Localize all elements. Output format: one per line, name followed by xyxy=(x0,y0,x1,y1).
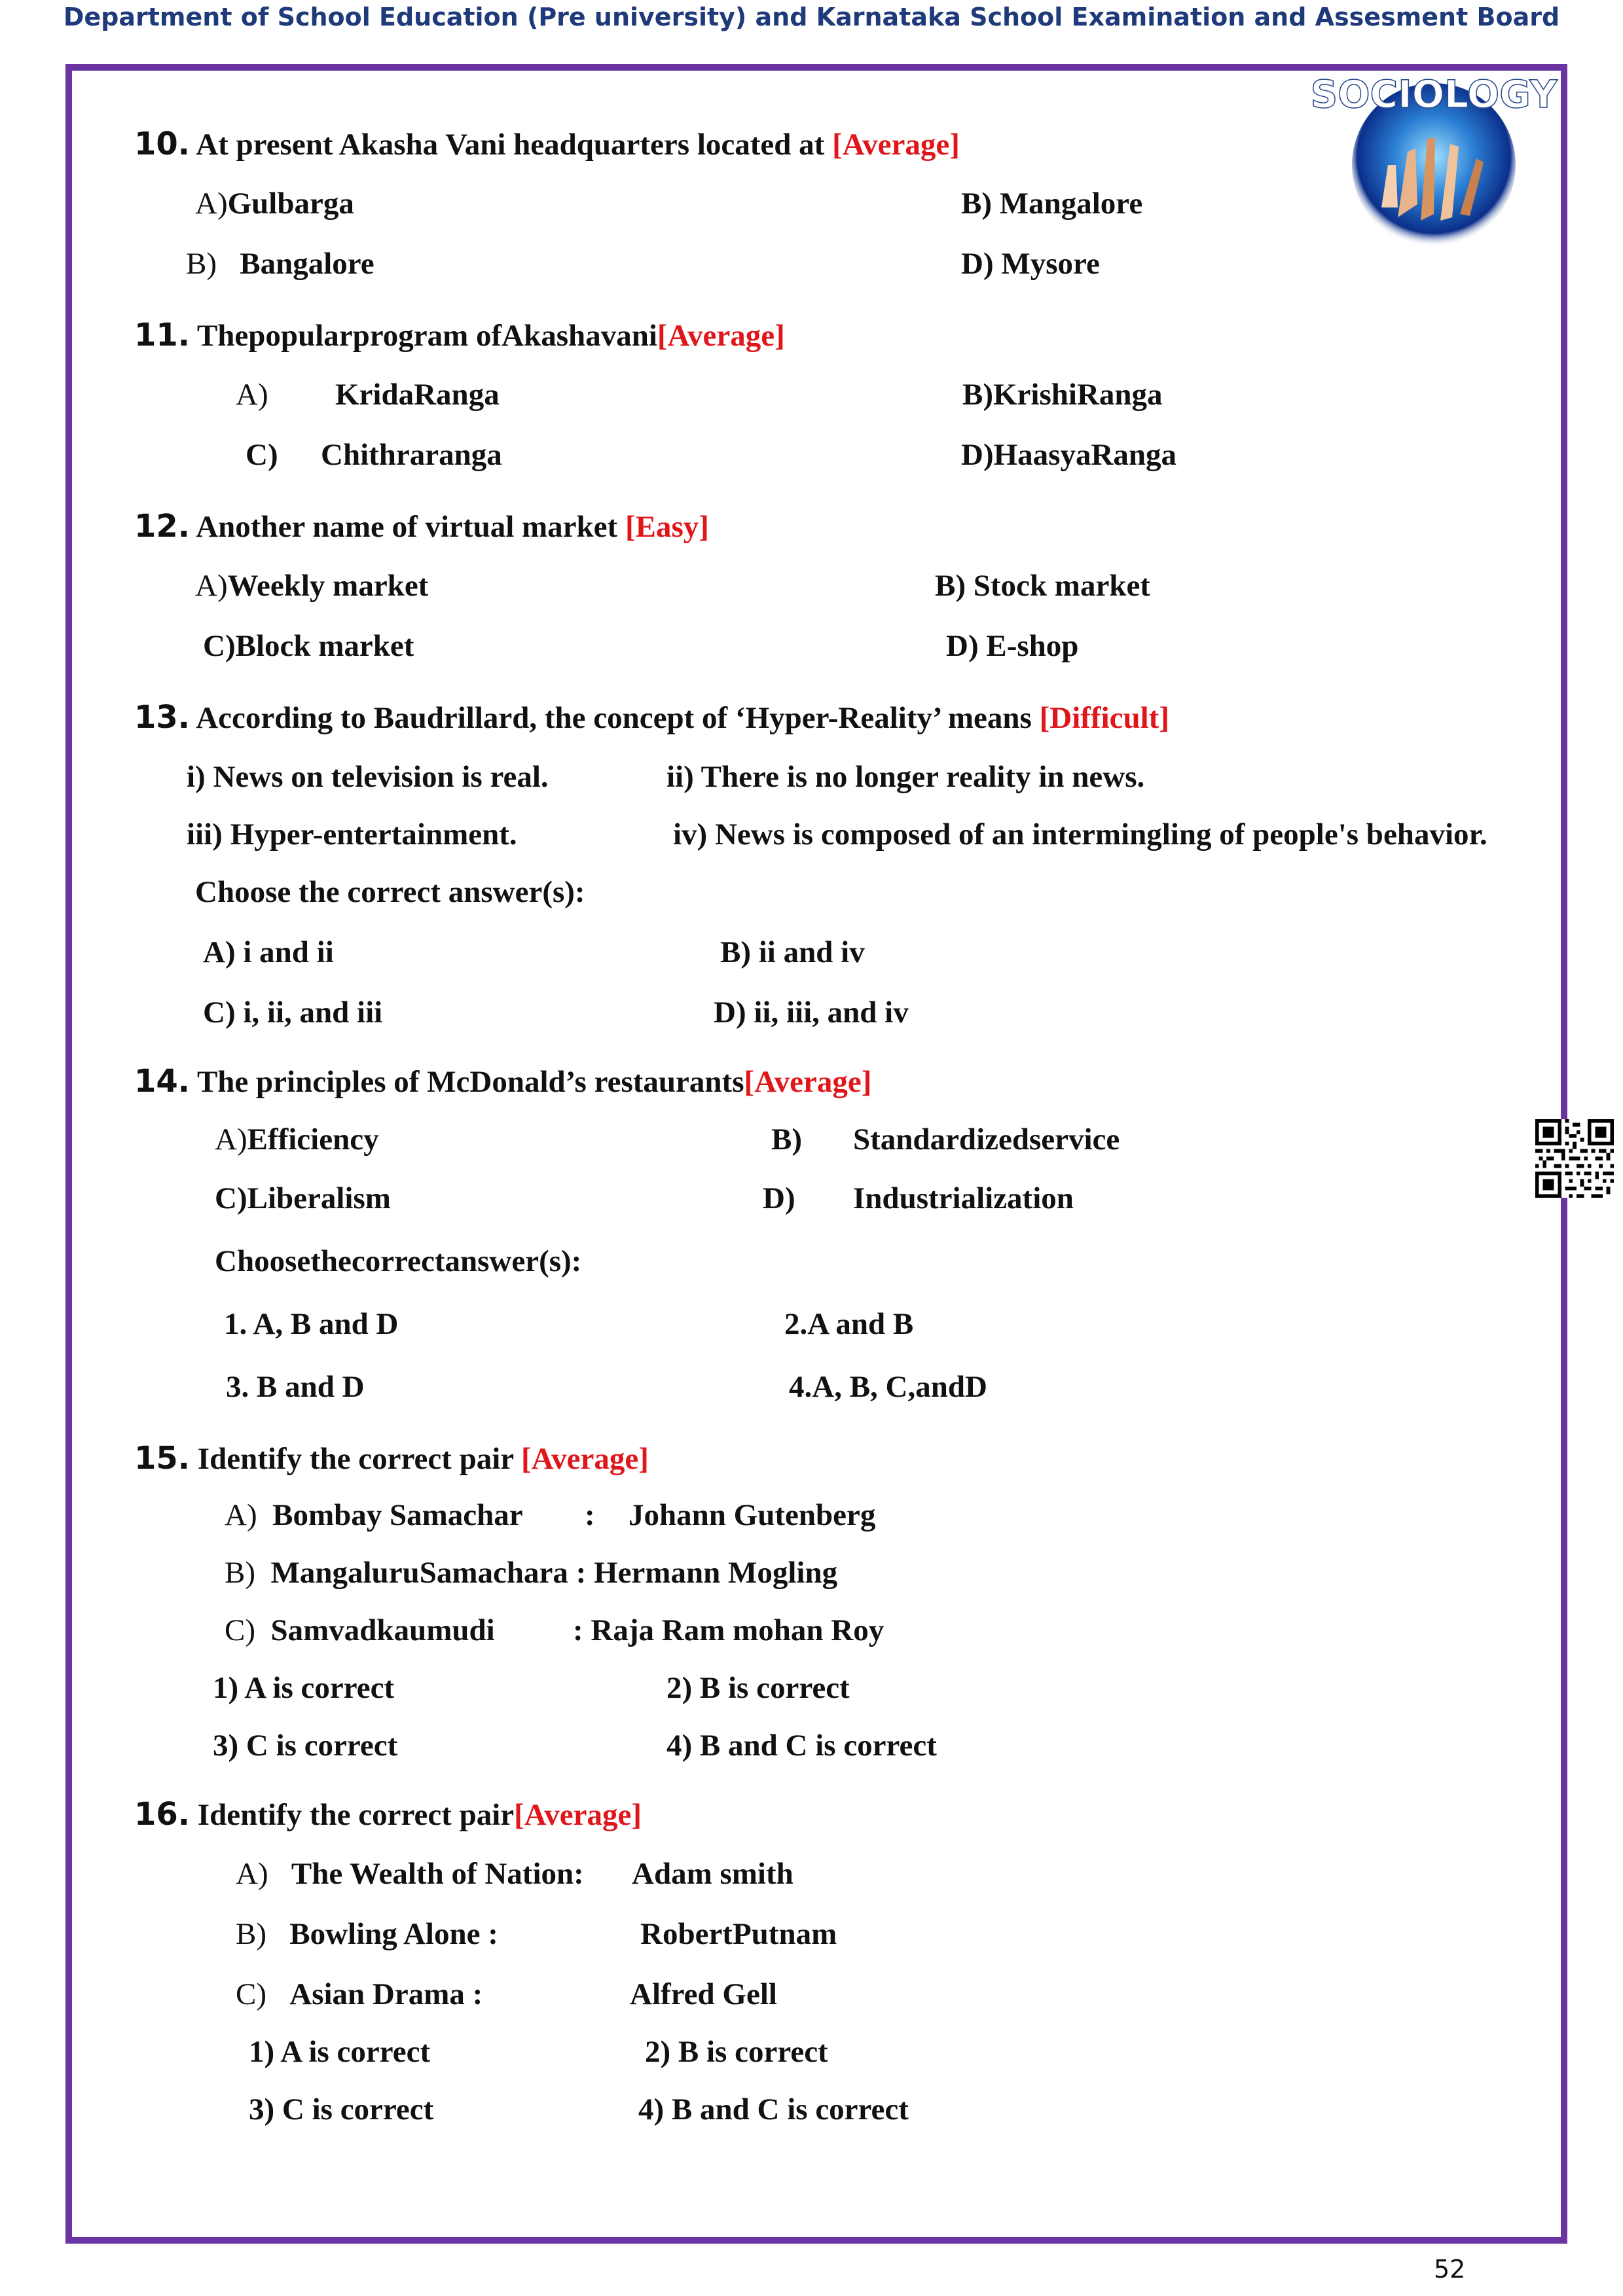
pair-a: A) Bombay Samachar xyxy=(225,1498,523,1532)
answer-option: 4.A, B, C,andD xyxy=(789,1370,987,1404)
option-a: A)Gulbarga xyxy=(195,187,354,221)
option-d: D) E-shop xyxy=(946,629,1079,663)
statement-4: iv) News is composed of an intermingling of people's behavior. xyxy=(673,817,1487,852)
answer-prompt: Choose the correct answer(s): xyxy=(195,875,585,909)
answer-option: 3) C is correct xyxy=(249,2092,434,2126)
pair-c-right: : Raja Ram mohan Roy xyxy=(573,1613,884,1647)
option-b: B)KrishiRanga xyxy=(962,378,1163,412)
question-10: 10. At present Akasha Vani headquarters located at [Average] xyxy=(134,126,960,162)
answer-option: 1) A is correct xyxy=(213,1671,395,1705)
answer-option: 3) C is correct xyxy=(213,1729,398,1763)
answer-option: 1) A is correct xyxy=(249,2035,431,2069)
difficulty-badge: [Average] xyxy=(832,128,960,162)
option-d: D) Mysore xyxy=(961,247,1100,281)
question-13: 13. According to Baudrillard, the concept of ‘Hyper-Reality’ means [Difficult] xyxy=(134,699,1169,736)
option-c: C)Liberalism xyxy=(215,1181,391,1215)
pair-a: A) The Wealth of Nation: xyxy=(236,1857,584,1891)
question-14: 14. The principles of McDonald’s restaurants[Average] xyxy=(134,1063,872,1100)
pair-c: C) Asian Drama : xyxy=(236,1977,483,2011)
answer-option: 2) B is correct xyxy=(645,2035,828,2069)
question-16: 16. Identify the correct pair[Average] xyxy=(134,1796,642,1833)
pair-a-right: Adam smith xyxy=(632,1857,793,1891)
option-b: B) Stock market xyxy=(935,569,1150,603)
qr-code xyxy=(1535,1119,1614,1198)
answer-option: 3. B and D xyxy=(226,1370,365,1404)
pair-b: B) Bowling Alone : xyxy=(236,1917,498,1951)
option-d: D)HaasyaRanga xyxy=(961,438,1177,472)
statement-2: ii) There is no longer reality in news. xyxy=(666,760,1145,794)
question-15: 15. Identify the correct pair [Average] xyxy=(134,1440,649,1477)
answer-option: 4) B and C is correct xyxy=(638,2092,909,2126)
difficulty-badge: [Average] xyxy=(514,1798,642,1832)
option-a-text: KridaRanga xyxy=(335,378,500,412)
answer-option: 2) B is correct xyxy=(666,1671,850,1705)
option-d-text: Industrialization xyxy=(853,1181,1074,1215)
answer-option: C) i, ii, and iii xyxy=(203,996,383,1030)
option-a: A) xyxy=(236,378,268,412)
answer-option: A) i and ii xyxy=(203,935,334,969)
pair-b-right: RobertPutnam xyxy=(640,1917,837,1951)
logo-text: SOCIOLOGY xyxy=(1310,72,1558,117)
option-b-text: Standardizedservice xyxy=(853,1122,1120,1157)
question-11: 11. Thepopularprogram ofAkashavani[Average] xyxy=(134,317,785,353)
option-b: B) Mangalore xyxy=(961,187,1143,221)
answer-option: 2.A and B xyxy=(784,1307,914,1341)
answer-option: 1. A, B and D xyxy=(224,1307,399,1341)
pair-c-right: Alfred Gell xyxy=(630,1977,777,2011)
option-c: B) Bangalore xyxy=(186,247,374,281)
difficulty-badge: [Average] xyxy=(521,1442,649,1476)
answer-option: D) ii, iii, and iv xyxy=(714,996,909,1030)
difficulty-badge: [Difficult] xyxy=(1039,701,1169,735)
option-c: C)Block market xyxy=(203,629,414,663)
statement-1: i) News on television is real. xyxy=(187,760,549,794)
pair-a-sep: : xyxy=(585,1498,595,1532)
answer-option: 4) B and C is correct xyxy=(666,1729,937,1763)
option-c: C) xyxy=(246,438,278,472)
difficulty-badge: [Easy] xyxy=(625,510,709,544)
option-b: B) xyxy=(771,1122,802,1157)
difficulty-badge: [Average] xyxy=(744,1065,872,1099)
pair-c: C) Samvadkaumudi xyxy=(225,1613,495,1647)
pair-a-right: Johann Gutenberg xyxy=(629,1498,876,1532)
option-d: D) xyxy=(763,1181,795,1215)
statement-3: iii) Hyper-entertainment. xyxy=(187,817,517,852)
answer-option: B) ii and iv xyxy=(720,935,865,969)
page-number: 52 xyxy=(1434,2255,1466,2284)
sociology-logo xyxy=(1310,67,1558,243)
option-a: A)Efficiency xyxy=(215,1122,379,1157)
difficulty-badge: [Average] xyxy=(657,319,785,353)
answer-prompt: Choosethecorrectanswer(s): xyxy=(215,1244,582,1278)
option-c-text: Chithraranga xyxy=(321,438,502,472)
page-header: Department of School Education (Pre university) and Karnataka School Examination and Assesment Board xyxy=(63,3,1560,31)
question-12: 12. Another name of virtual market [Easy] xyxy=(134,508,709,545)
pair-b: B) MangaluruSamachara : Hermann Mogling xyxy=(225,1556,838,1590)
option-a: A)Weekly market xyxy=(195,569,429,603)
